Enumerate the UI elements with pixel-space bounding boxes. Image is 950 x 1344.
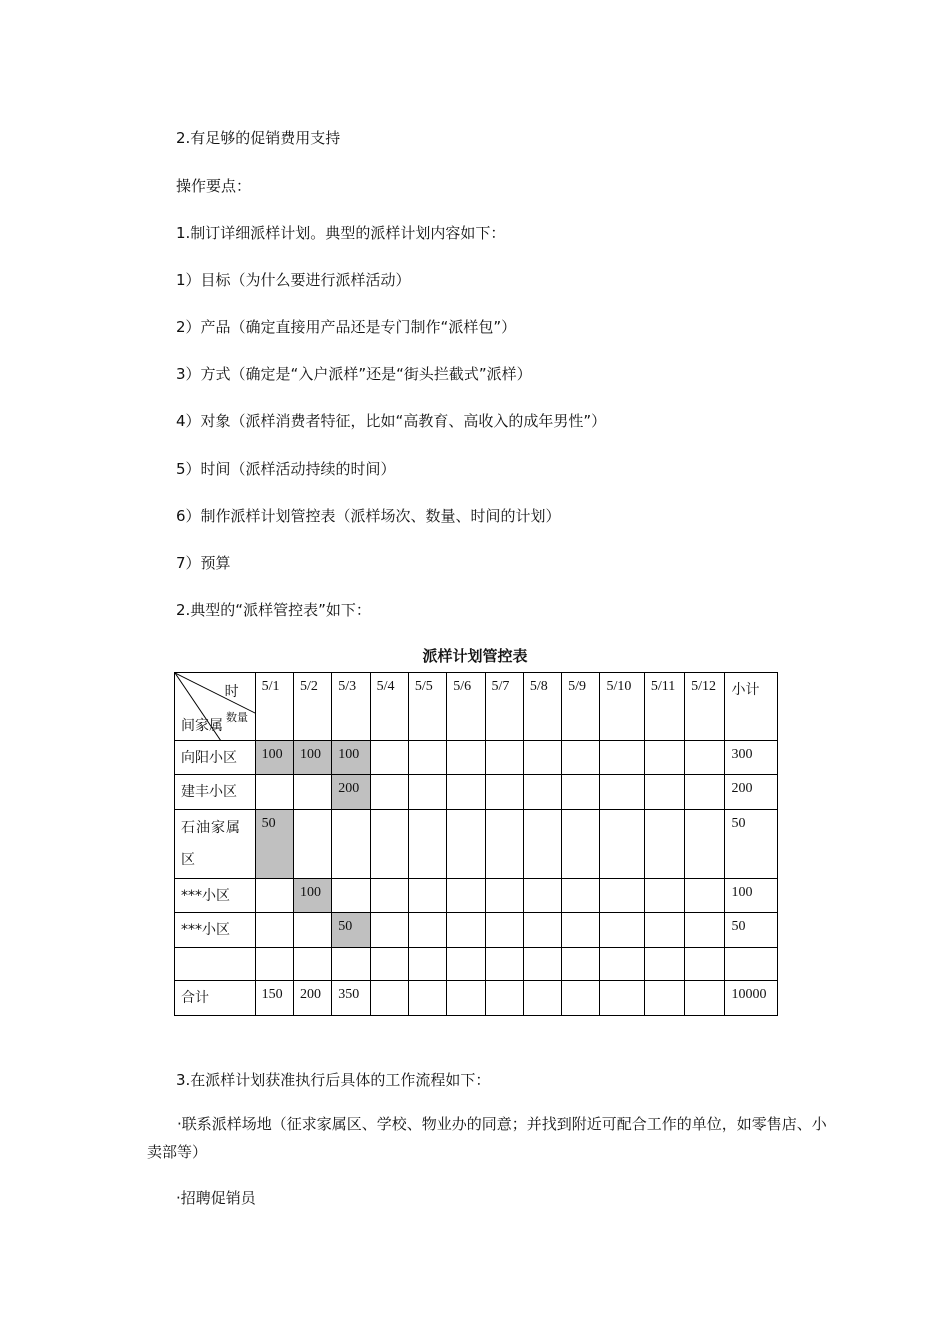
header-cell: 5/3	[332, 673, 370, 741]
cell: 50	[255, 810, 293, 879]
cell	[600, 775, 644, 810]
cell	[644, 948, 684, 981]
cell	[685, 913, 725, 948]
cell	[600, 981, 644, 1016]
header-cell: 5/12	[685, 673, 725, 741]
cell	[685, 981, 725, 1016]
cell: 200	[293, 981, 331, 1016]
cell	[644, 810, 684, 879]
header-cell: 5/7	[485, 673, 523, 741]
cell	[485, 948, 523, 981]
cell	[408, 913, 446, 948]
cell	[370, 810, 408, 879]
cell	[447, 741, 485, 775]
cell	[447, 981, 485, 1016]
plan-item-method: 3）方式（确定是“入户派样”还是“街头拦截式”派样）	[176, 365, 532, 383]
corner-header-cell	[175, 673, 256, 741]
cell	[293, 810, 331, 879]
cell	[485, 981, 523, 1016]
header-cell: 5/2	[293, 673, 331, 741]
cell: 200	[332, 775, 370, 810]
header-cell: 5/9	[562, 673, 600, 741]
corner-time-label: 时	[224, 684, 239, 700]
header-cell: 5/4	[370, 673, 408, 741]
subtotal-cell	[725, 948, 778, 981]
plan-intro: 1.制订详细派样计划。典型的派样计划内容如下：	[176, 224, 506, 242]
table-caption: 派样计划管控表	[422, 647, 528, 665]
cell: 100	[293, 879, 331, 913]
header-cell: 5/1	[255, 673, 293, 741]
workflow-intro: 3.在派样计划获准执行后具体的工作流程如下：	[176, 1071, 491, 1089]
cell: 100	[293, 741, 331, 775]
cell	[644, 775, 684, 810]
cell	[644, 913, 684, 948]
row-name	[175, 948, 256, 981]
table-row-empty	[175, 948, 778, 981]
cell: 150	[255, 981, 293, 1016]
corner-household-label: 间家属	[181, 718, 223, 734]
cell	[562, 913, 600, 948]
row-name: 向阳小区	[175, 741, 256, 775]
plan-item-goal: 1）目标（为什么要进行派样活动）	[176, 271, 411, 289]
table-header-row	[175, 673, 778, 741]
cell	[255, 775, 293, 810]
cell	[370, 741, 408, 775]
cell	[562, 775, 600, 810]
subtotal-cell: 50	[725, 913, 778, 948]
cell	[685, 775, 725, 810]
cell	[562, 879, 600, 913]
cell	[255, 879, 293, 913]
header-cell: 5/5	[408, 673, 446, 741]
total-cell: 10000	[725, 981, 778, 1016]
cell	[523, 879, 561, 913]
cell	[644, 981, 684, 1016]
section-heading-funding: 2.有足够的促销费用支持	[176, 129, 341, 147]
cell	[600, 913, 644, 948]
cell	[485, 741, 523, 775]
cell	[447, 775, 485, 810]
cell	[370, 775, 408, 810]
cell	[685, 810, 725, 879]
header-cell: 5/6	[447, 673, 485, 741]
cell	[370, 981, 408, 1016]
cell	[408, 775, 446, 810]
corner-quantity-label: 数量	[226, 711, 248, 724]
cell	[370, 879, 408, 913]
cell	[523, 810, 561, 879]
cell	[408, 810, 446, 879]
cell	[293, 913, 331, 948]
cell	[562, 741, 600, 775]
cell	[523, 981, 561, 1016]
cell	[562, 810, 600, 879]
cell: 350	[332, 981, 370, 1016]
cell	[408, 879, 446, 913]
cell	[255, 948, 293, 981]
cell	[523, 913, 561, 948]
cell	[685, 741, 725, 775]
plan-item-product: 2）产品（确定直接用产品还是专门制作“派样包”）	[176, 318, 517, 336]
row-name: 建丰小区	[175, 775, 256, 810]
table-total-row	[175, 981, 778, 1016]
cell	[562, 948, 600, 981]
table-row	[175, 879, 778, 913]
cell	[600, 741, 644, 775]
header-cell: 5/11	[644, 673, 684, 741]
plan-item-control-sheet: 6）制作派样计划管控表（派样场次、数量、时间的计划）	[176, 507, 561, 525]
table-row	[175, 913, 778, 948]
cell	[523, 741, 561, 775]
cell	[685, 879, 725, 913]
cell	[370, 913, 408, 948]
header-cell-subtotal: 小计	[725, 673, 778, 741]
cell	[600, 948, 644, 981]
operation-points-label: 操作要点：	[176, 177, 252, 195]
cell	[685, 948, 725, 981]
header-cell: 5/8	[523, 673, 561, 741]
header-cell: 5/10	[600, 673, 644, 741]
cell	[408, 741, 446, 775]
cell	[485, 913, 523, 948]
cell: 100	[255, 741, 293, 775]
subtotal-cell: 100	[725, 879, 778, 913]
row-name: ***小区	[175, 913, 256, 948]
cell	[562, 981, 600, 1016]
cell	[255, 913, 293, 948]
workflow-step-recruit: ·招聘促销员	[176, 1189, 256, 1207]
cell	[332, 879, 370, 913]
table-row	[175, 741, 778, 775]
cell	[408, 948, 446, 981]
plan-item-budget: 7）预算	[176, 554, 231, 572]
cell	[523, 775, 561, 810]
cell: 50	[332, 913, 370, 948]
cell	[447, 913, 485, 948]
subtotal-cell: 200	[725, 775, 778, 810]
table-row	[175, 810, 778, 879]
cell	[485, 775, 523, 810]
cell: 100	[332, 741, 370, 775]
cell	[293, 948, 331, 981]
sampling-plan-table	[174, 672, 778, 1016]
row-name-total: 合计	[175, 981, 256, 1016]
subtotal-cell: 300	[725, 741, 778, 775]
cell	[600, 810, 644, 879]
table-row	[175, 775, 778, 810]
workflow-step-venue: ·联系派样场地（征求家属区、学校、物业办的同意；并找到附近可配合工作的单位，如零售店、小卖部等）	[147, 1115, 827, 1161]
cell	[447, 810, 485, 879]
cell	[408, 981, 446, 1016]
cell	[447, 879, 485, 913]
cell	[644, 879, 684, 913]
cell	[293, 775, 331, 810]
cell	[332, 810, 370, 879]
subtotal-cell: 50	[725, 810, 778, 879]
cell	[644, 741, 684, 775]
cell	[485, 879, 523, 913]
plan-item-time: 5）时间（派样活动持续的时间）	[176, 460, 396, 478]
cell	[447, 948, 485, 981]
control-sheet-intro: 2.典型的“派样管控表”如下：	[176, 601, 371, 619]
cell	[332, 948, 370, 981]
cell	[600, 879, 644, 913]
cell	[523, 948, 561, 981]
plan-item-target: 4）对象（派样消费者特征，比如“高教育、高收入的成年男性”）	[176, 412, 607, 430]
row-name: ***小区	[175, 879, 256, 913]
cell	[485, 810, 523, 879]
row-name: 石油家属区	[175, 810, 256, 879]
cell	[370, 948, 408, 981]
